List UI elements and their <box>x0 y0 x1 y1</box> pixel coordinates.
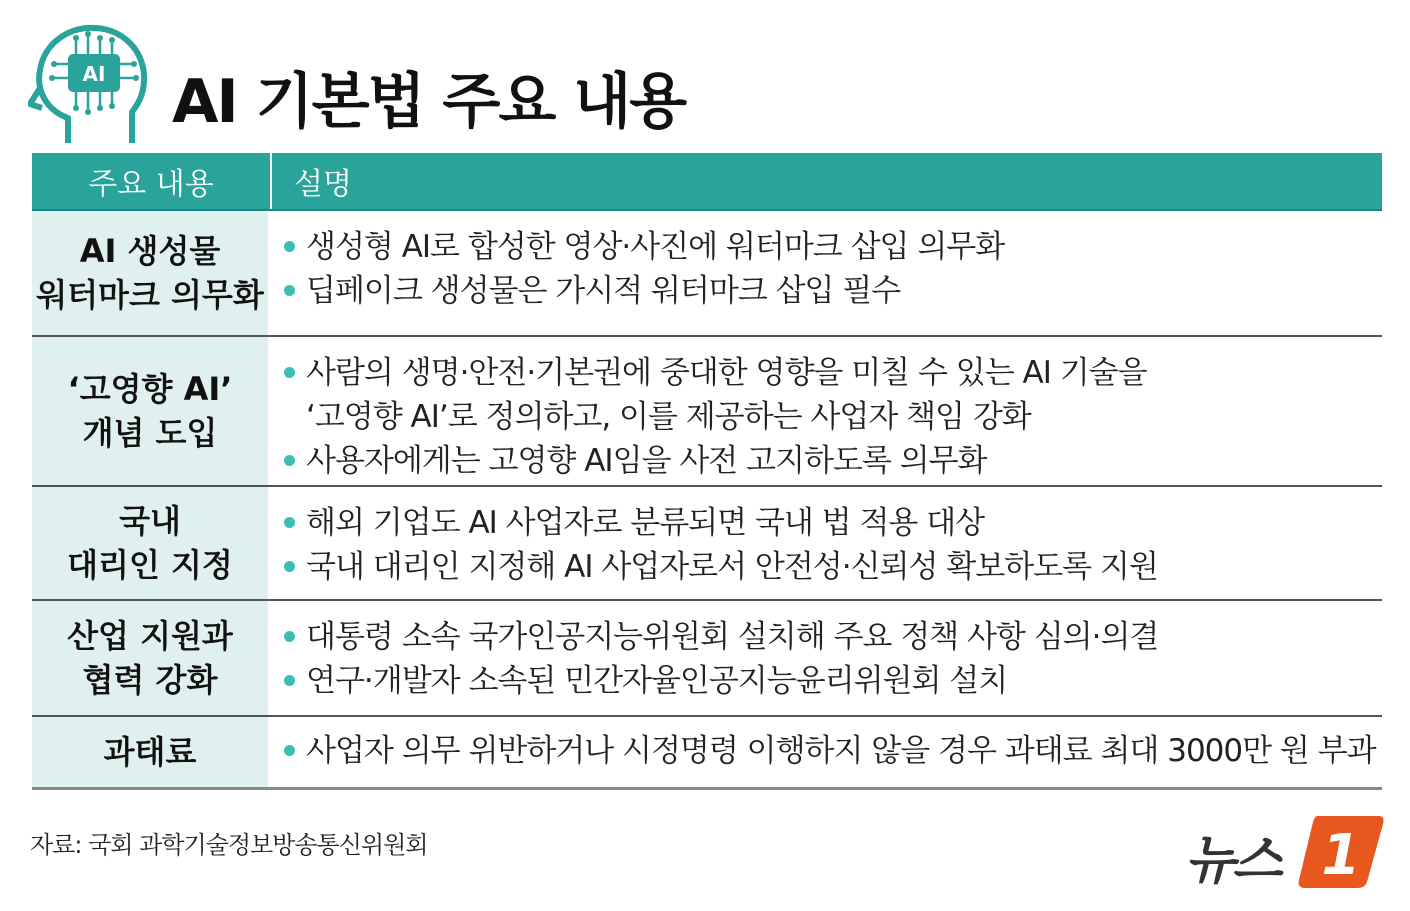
bullet-dot <box>284 517 295 528</box>
ai-chip-label: AI <box>82 62 106 86</box>
bullet-dot <box>284 285 295 296</box>
bullet-item: 국내 대리인 지정해 AI 사업자로서 안전성·신뢰성 확보하도록 지원 <box>284 545 1382 589</box>
bullet-item: 사람의 생명·안전·기본권에 중대한 영향을 미칠 수 있는 AI 기술을 ‘고영향 AI’로 정의하고, 이를 제공하는 사업자 책임 강화 <box>284 351 1382 439</box>
page-title: AI 기본법 주요 내용 <box>172 67 686 137</box>
row-category: AI 생성물 워터마크 의무화 <box>32 211 272 335</box>
bullet-item: 딥페이크 생성물은 가시적 워터마크 삽입 필수 <box>284 269 1382 313</box>
content-table <box>32 153 1382 790</box>
bullet-dot <box>284 745 295 756</box>
bullet-item: 해외 기업도 AI 사업자로 분류되면 국내 법 적용 대상 <box>284 501 1382 545</box>
table-row <box>32 601 1382 717</box>
header-description: 설명 <box>294 167 352 202</box>
row-description <box>272 717 1382 787</box>
row-category: ‘고영향 AI’ 개념 도입 <box>32 337 272 485</box>
table-row <box>32 337 1382 487</box>
news1-logo <box>1185 812 1385 890</box>
row-category: 과태료 <box>32 717 272 787</box>
source-note: 자료: 국회 과학기술정보방송통신위원회 <box>30 831 428 859</box>
brand-mark-number: 1 <box>1321 823 1361 888</box>
bullet-item: 생성형 AI로 합성한 영상·사진에 워터마크 삽입 의무화 <box>284 225 1382 269</box>
table-row <box>32 487 1382 601</box>
bullet-dot <box>284 675 295 686</box>
row-category: 국내 대리인 지정 <box>32 487 272 599</box>
bullet-item: 대통령 소속 국가인공지능위원회 설치해 주요 정책 사항 심의·의결 <box>284 615 1382 659</box>
table-header <box>32 153 1382 211</box>
row-description <box>272 487 1382 599</box>
table-row <box>32 717 1382 790</box>
row-description <box>272 601 1382 715</box>
row-category: 산업 지원과 협력 강화 <box>32 601 272 715</box>
bullet-item: 사용자에게는 고영향 AI임을 사전 고지하도록 의무화 <box>284 439 1382 483</box>
header-main-content: 주요 내용 <box>88 167 214 202</box>
bullet-dot <box>284 367 295 378</box>
bullet-dot <box>284 561 295 572</box>
brand-mark-icon <box>1295 812 1385 890</box>
row-description <box>272 211 1382 335</box>
bullet-dot <box>284 455 295 466</box>
bullet-item: 사업자 의무 위반하거나 시정명령 이행하지 않을 경우 과태료 최대 3000만 원 부과 <box>284 729 1382 773</box>
bullet-dot <box>284 241 295 252</box>
brand-text: 뉴스 <box>1185 831 1280 891</box>
table-row <box>32 211 1382 337</box>
bullet-item: 연구·개발자 소속된 민간자율인공지능윤리위원회 설치 <box>284 659 1382 703</box>
bullet-dot <box>284 631 295 642</box>
row-description <box>272 337 1382 485</box>
ai-head-icon <box>28 18 158 148</box>
